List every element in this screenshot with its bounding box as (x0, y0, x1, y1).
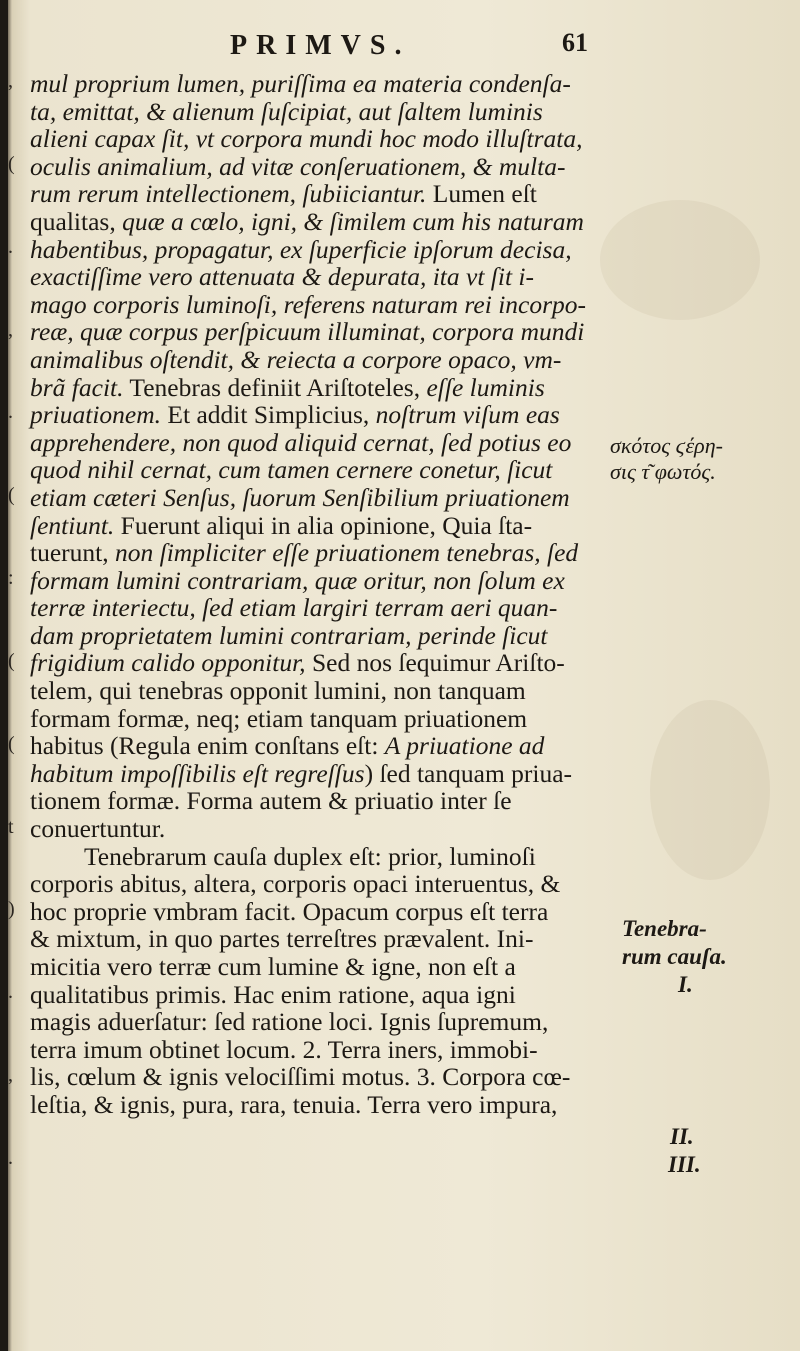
text-line (30, 236, 620, 264)
italic-text: animalibus oſtendit, & reiecta a corpore opaco, vm- (30, 344, 562, 374)
text-line (30, 180, 620, 208)
running-head: PRIMVS. (230, 30, 411, 61)
text-line (30, 594, 620, 622)
italic-text: frigidium calido opponitur, (30, 648, 306, 678)
text-line (30, 263, 620, 291)
text-line (30, 318, 620, 346)
roman-text: tionem formæ. Forma autem & priuatio inter ſe (30, 786, 512, 816)
book-gutter (0, 0, 8, 1351)
roman-text: formam formæ, neq; etiam tanquam priuationem (30, 703, 528, 733)
text-line (30, 870, 620, 898)
roman-text: qualitatibus primis. Hac enim ratione, aqua igni (30, 979, 516, 1009)
paper-stain (650, 700, 770, 880)
roman-text: telem, qui tenebras opponit lumini, non tanquam (30, 676, 526, 706)
italic-text: habentibus, propagatur, ex ſuperficie ipſorum decisa, (30, 234, 572, 264)
text-line (30, 539, 620, 567)
margin-note-two: II. (670, 1124, 694, 1149)
italic-text: terræ interiectu, ſed etiam largiri terram aeri quan- (30, 593, 558, 623)
italic-text: reæ, quæ corpus perſpicuum illuminat, corpora mundi (30, 317, 585, 347)
previous-page-edge: , ( . , . ( : ( ( t ) . , . (8, 70, 15, 1169)
text-line (30, 843, 620, 871)
paper-stain (600, 200, 760, 320)
text-line (30, 925, 620, 953)
roman-text: Tenebrarum cauſa duplex eſt: prior, luminoſi (84, 841, 536, 871)
italic-text: exactiſſime vero attenuata & depurata, ita vt ſit i- (30, 262, 534, 292)
italic-text: dam proprietatem lumini contrariam, perinde ſicut (30, 620, 548, 650)
text-line (30, 898, 620, 926)
text-line (30, 208, 620, 236)
roman-text: Tenebras definiit Ariſtoteles, (123, 372, 427, 402)
roman-text: tuerunt, (30, 538, 115, 568)
greek-note-line: σκότος ϛέρη- (610, 433, 723, 458)
text-line (30, 70, 620, 98)
roman-text: Fuerunt aliqui in alia opinione, Quia ſta- (114, 510, 533, 540)
text-line (30, 291, 620, 319)
roman-text: Sed nos ſequimur Ariſto- (305, 648, 565, 678)
page-number: 61 (562, 28, 588, 57)
roman-text: Lumen eſt (426, 179, 537, 209)
italic-text: quæ a cœlo, igni, & ſimilem cum his naturam (122, 206, 584, 236)
italic-text: A priuatione ad (384, 731, 545, 761)
italic-text: oculis animalium, ad vitæ conſeruationem, & multa- (30, 151, 566, 181)
text-line (30, 125, 620, 153)
roman-text: ) ſed tanquam priua- (364, 758, 573, 788)
roman-text: conuertuntur. (30, 814, 166, 844)
italic-text: eſſe luminis (426, 372, 545, 402)
roman-text: qualitas, (30, 206, 123, 236)
margin-note-tenebrarum: Tenebra- (622, 916, 707, 941)
italic-text: habitum impoſſibilis eſt regreſſus (30, 758, 365, 788)
text-line (30, 1008, 620, 1036)
italic-text: quod nihil cernat, cum tamen cernere conetur, ſicut (30, 455, 553, 485)
text-line (30, 1091, 620, 1119)
roman-text: hoc proprie vmbram facit. Opacum corpus eſt terra (30, 896, 549, 926)
italic-text: apprehendere, non quod aliquid cernat, ſed potius eo (30, 427, 572, 457)
italic-text: noſtrum viſum eas (375, 400, 560, 430)
text-line (30, 760, 620, 788)
margin-note-causa: rum cauſa. (622, 944, 727, 969)
italic-text: mago corporis luminoſi, referens naturam rei incorpo- (30, 289, 587, 319)
roman-text: lis, cœlum & ignis velociſſimi motus. 3. Corpora cœ- (30, 1062, 571, 1092)
roman-text: & mixtum, in quo partes terreſtres prævalent. Ini- (30, 924, 534, 954)
text-line (30, 677, 620, 705)
margin-note-three: III. (668, 1152, 701, 1177)
italic-text: formam lumini contrariam, quæ oritur, non ſolum ex (30, 565, 565, 595)
text-line (30, 1063, 620, 1091)
text-line (30, 732, 620, 760)
italic-text: non ſimpliciter eſſe priuationem tenebras, ſed (114, 538, 579, 568)
italic-text: alieni capax ſit, vt corpora mundi hoc modo illuſtrata, (30, 124, 583, 154)
italic-text: ta, emittat, & alienum ſuſcipiat, aut ſaltem luminis (30, 96, 543, 126)
italic-text: etiam cæteri Senſus, ſuorum Senſibilium priuationem (30, 482, 570, 512)
text-line (30, 484, 620, 512)
text-line (30, 1036, 620, 1064)
greek-marginal-note (610, 433, 800, 485)
roman-text: habitus (Regula enim conſtans eſt: (30, 731, 385, 761)
text-line (30, 787, 620, 815)
italic-text: rum rerum intellectionem, ſubiiciantur. (30, 179, 427, 209)
text-line (30, 374, 620, 402)
text-line (30, 815, 620, 843)
text-line (30, 953, 620, 981)
greek-note-line: σις τ͂ φωτός. (610, 459, 716, 484)
text-line (30, 622, 620, 650)
roman-text: leſtia, & ignis, pura, rara, tenuia. Terra vero impura, (30, 1089, 558, 1119)
italic-text: brã facit. (30, 372, 124, 402)
text-line (30, 153, 620, 181)
italic-text: priuationem. (30, 400, 162, 430)
text-line (30, 456, 620, 484)
main-text-block (30, 70, 620, 1119)
italic-text: ſentiunt. (30, 510, 115, 540)
italic-text: mul proprium lumen, puriſſima ea materia condenſa- (30, 69, 571, 98)
roman-text: micitia vero terræ cum lumine & igne, non eſt a (30, 952, 516, 981)
text-line (30, 98, 620, 126)
text-line (30, 705, 620, 733)
margin-note-one: I. (678, 972, 693, 997)
text-line (30, 567, 620, 595)
text-line (30, 346, 620, 374)
text-line (30, 401, 620, 429)
text-line (30, 429, 620, 457)
page-header (0, 28, 800, 68)
roman-text: corporis abitus, altera, corporis opaci interuentus, & (30, 869, 561, 899)
roman-text: magis aduerſatur: ſed ratione loci. Ignis ſupremum, (30, 1007, 549, 1037)
text-line (30, 512, 620, 540)
roman-text: Et addit Simplicius, (161, 400, 376, 430)
roman-text: terra imum obtinet locum. 2. Terra iners, immobi- (30, 1034, 538, 1064)
text-line (30, 981, 620, 1009)
text-line (30, 649, 620, 677)
